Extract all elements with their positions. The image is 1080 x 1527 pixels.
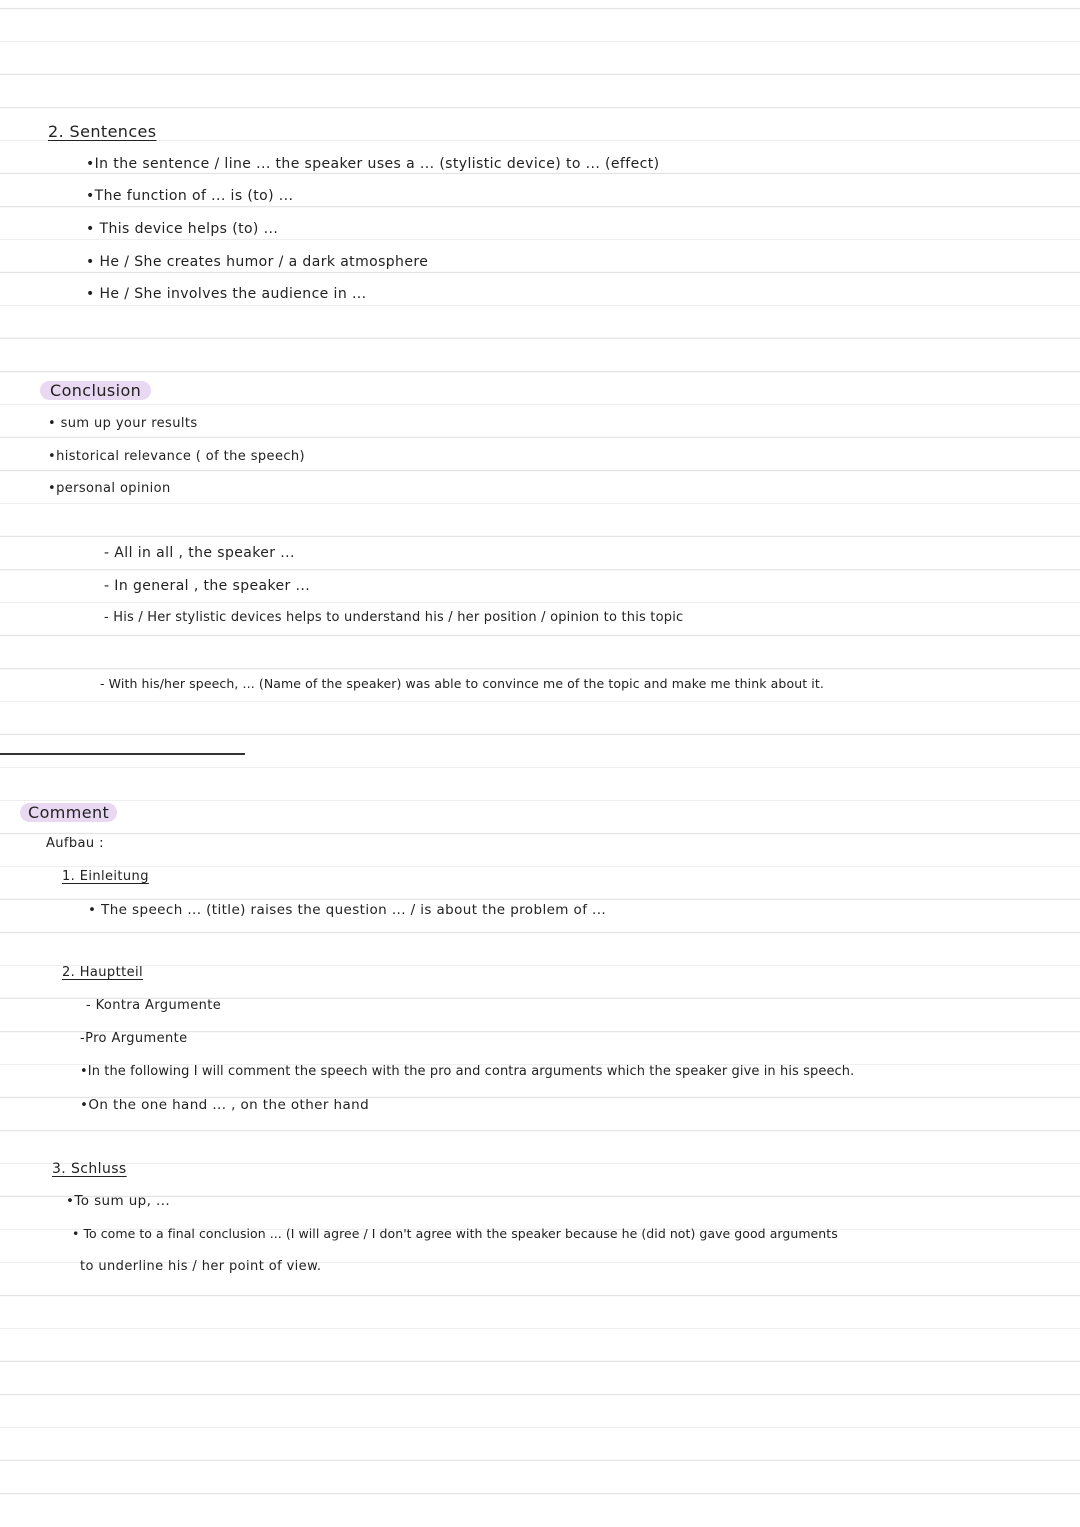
- sentences-heading: 2. Sentences: [48, 122, 157, 141]
- hauptteil-item: - Kontra Argumente: [86, 998, 222, 1013]
- hauptteil-heading: 2. Hauptteil: [62, 965, 143, 980]
- conclusion-heading: [40, 381, 151, 400]
- sentences-item: • This device helps (to) ...: [86, 221, 279, 237]
- conclusion-phrase: - With his/her speech, ... (Name of the speaker) was able to convince me of the topic and make me think about it.: [100, 676, 824, 691]
- conclusion-point: • sum up your results: [48, 416, 198, 431]
- einleitung-heading: 1. Einleitung: [62, 869, 149, 884]
- hauptteil-item: -Pro Argumente: [80, 1031, 188, 1046]
- comment-heading: [20, 803, 117, 822]
- conclusion-phrase: - His / Her stylistic devices helps to understand his / her position / opinion to this topic: [104, 610, 684, 625]
- comment-heading-text: Comment: [20, 803, 117, 822]
- schluss-item: • To come to a final conclusion ... (I will agree / I don't agree with the speaker because he (did not) gave good arguments: [72, 1226, 838, 1241]
- sentences-item: •In the sentence / line ... the speaker uses a ... (stylistic device) to ... (effect): [86, 156, 660, 172]
- schluss-item: to underline his / her point of view.: [80, 1259, 322, 1274]
- aufbau-label: Aufbau :: [46, 836, 104, 851]
- conclusion-heading-text: Conclusion: [40, 381, 151, 400]
- hauptteil-item: •In the following I will comment the speech with the pro and contra arguments which the speaker give in his speech.: [80, 1064, 855, 1079]
- einleitung-item: • The speech ... (title) raises the question ... / is about the problem of ...: [88, 902, 607, 918]
- sentences-item: • He / She creates humor / a dark atmosphere: [86, 254, 429, 270]
- hauptteil-item: •On the one hand ... , on the other hand: [80, 1097, 370, 1113]
- conclusion-phrase: - All in all , the speaker ...: [104, 545, 295, 561]
- schluss-item: •To sum up, ...: [66, 1193, 171, 1209]
- conclusion-point: •personal opinion: [48, 481, 171, 496]
- sentences-item: •The function of ... is (to) ...: [86, 188, 294, 204]
- conclusion-phrase: - In general , the speaker ...: [104, 578, 311, 594]
- conclusion-point: •historical relevance ( of the speech): [48, 449, 306, 464]
- sentences-item: • He / She involves the audience in ...: [86, 286, 367, 302]
- section-divider: [0, 753, 245, 755]
- schluss-heading: 3. Schluss: [52, 1161, 127, 1177]
